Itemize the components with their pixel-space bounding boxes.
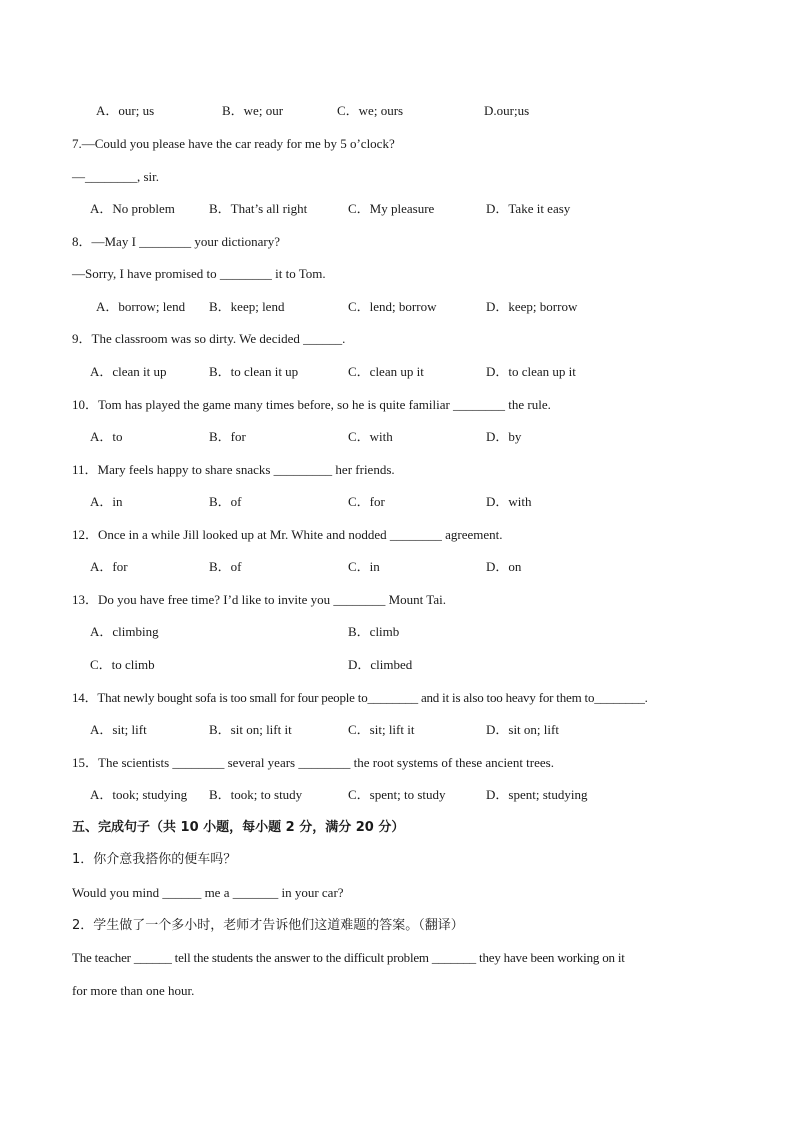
q7-option-c: C．My pleasure [348, 201, 435, 216]
sentence-2-english-line-2: for more than one hour. [72, 983, 195, 998]
q12-option-b: B．of [209, 559, 242, 574]
q12-option-c: C．in [348, 559, 380, 574]
q8-reply: —Sorry, I have promised to ________ it to Tom. [72, 266, 326, 281]
q15-stem: 15．The scientists ________ several years ________ the root systems of these ancient trees. [72, 755, 554, 770]
sentence-1-english: Would you mind ______ me a _______ in your car? [72, 885, 344, 900]
q11-option-d: D．with [486, 494, 532, 509]
q8-stem: 8．—May I ________ your dictionary? [72, 234, 280, 249]
q12-option-a: A．for [90, 559, 128, 574]
q9-option-c: C．clean up it [348, 364, 424, 379]
q14-option-c: C．sit; lift it [348, 722, 415, 737]
q12-option-d: D．on [486, 559, 522, 574]
q7-option-b: B．That’s all right [209, 201, 308, 216]
q7-reply: —________, sir. [72, 169, 160, 184]
q14-option-a: A．sit; lift [90, 722, 147, 737]
q10-stem: 10．Tom has played the game many times before, so he is quite familiar ________ the rule. [72, 397, 551, 412]
sentence-2-chinese: 2．学生做了一个多小时，老师才告诉他们这道难题的答案。（翻译） [72, 918, 464, 933]
q14-stem: 14．That newly bought sofa is too small for four people to________ and it is also too heavy for them to________. [72, 690, 648, 705]
q8-option-c: C．lend; borrow [348, 299, 437, 314]
q13-option-b: B．climb [348, 624, 400, 639]
q9-option-d: D．to clean up it [486, 364, 576, 379]
sentence-1-chinese: 1．你介意我搭你的便车吗？ [72, 852, 237, 867]
q10-option-a: A．to [90, 429, 123, 444]
q6-option-d: D.our;us [484, 103, 530, 118]
q6-option-c: C．we; ours [337, 103, 404, 118]
q14-option-d: D．sit on; lift [486, 722, 559, 737]
q8-option-b: B．keep; lend [209, 299, 285, 314]
q14-option-b: B．sit on; lift it [209, 722, 292, 737]
q15-option-d: D．spent; studying [486, 787, 588, 802]
q11-stem: 11．Mary feels happy to share snacks _________ her friends. [72, 462, 395, 477]
q6-option-a: A．our; us [96, 103, 155, 118]
q13-option-a: A．climbing [90, 624, 159, 639]
q11-option-c: C．for [348, 494, 385, 509]
q10-option-d: D．by [486, 429, 522, 444]
q9-option-a: A．clean it up [90, 364, 167, 379]
q9-stem: 9．The classroom was so dirty. We decided ______. [72, 331, 346, 346]
q15-option-a: A．took; studying [90, 787, 188, 802]
q7-option-d: D．Take it easy [486, 201, 571, 216]
q11-option-a: A．in [90, 494, 123, 509]
q9-option-b: B．to clean it up [209, 364, 299, 379]
q15-option-c: C．spent; to study [348, 787, 446, 802]
q13-stem: 13．Do you have free time? I’d like to invite you ________ Mount Tai. [72, 592, 446, 607]
q8-option-d: D．keep; borrow [486, 299, 578, 314]
q11-option-b: B．of [209, 494, 242, 509]
q10-option-c: C．with [348, 429, 393, 444]
q7-option-a: A．No problem [90, 201, 175, 216]
q15-option-b: B．took; to study [209, 787, 303, 802]
q12-stem: 12．Once in a while Jill looked up at Mr. White and nodded ________ agreement. [72, 527, 503, 542]
section-heading: 五、完成句子（共 10 小题，每小题 2 分，满分 20 分） [72, 820, 405, 835]
q6-option-b: B．we; our [222, 103, 284, 118]
q10-option-b: B．for [209, 429, 246, 444]
q13-option-d: D．climbed [348, 657, 413, 672]
q13-option-c: C．to climb [90, 657, 155, 672]
sentence-2-english-line-1: The teacher ______ tell the students the answer to the difficult problem _______ they have been working on it [72, 950, 625, 965]
q7-stem: 7.—Could you please have the car ready for me by 5 o’clock? [72, 136, 395, 151]
q8-option-a: A．borrow; lend [96, 299, 186, 314]
